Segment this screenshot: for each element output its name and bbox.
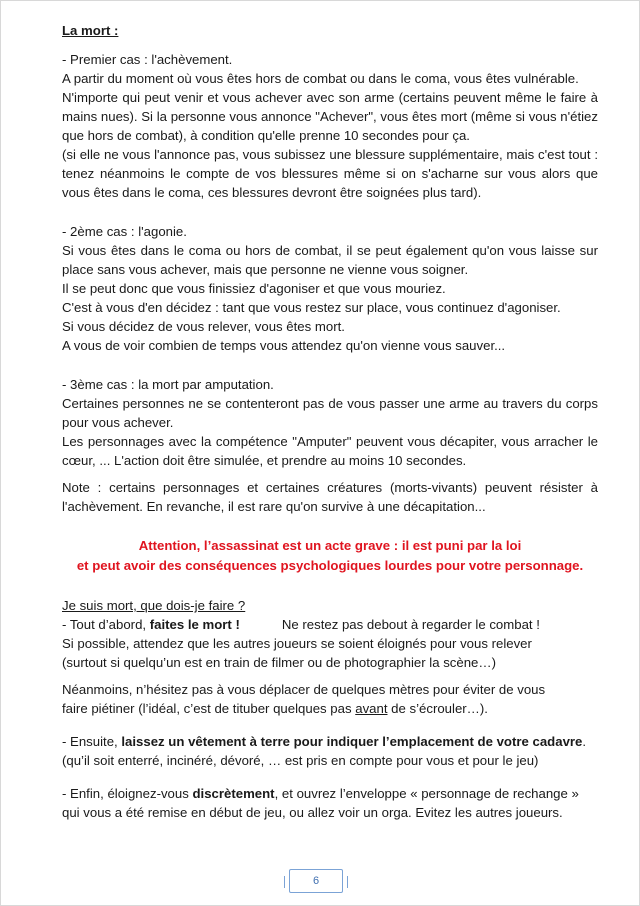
case2-line: Si vous êtes dans le coma ou hors de combat, il se peut également qu'on vous laisse sur place sans vous achever, mais que personne ne vienne vous soigner. [62, 243, 598, 277]
page-title: La mort : [62, 23, 119, 38]
section2-p1-line: Si possible, attendez que les autres joueurs se soient éloignés pour vous relever [62, 636, 532, 651]
content [62, 21, 598, 822]
case1-line: A partir du moment où vous êtes hors de combat ou dans le coma, vous êtes vulnérable. [62, 71, 579, 86]
section2-p3-line: (qu’il soit enterré, incinéré, dévoré, … est pris en compte pour vous et pour le jeu) [62, 753, 539, 768]
section2-heading: Je suis mort, que dois-je faire ? [62, 598, 246, 613]
section2-p2-line [62, 699, 598, 718]
case3-line: Les personnages avec la compétence "Amputer" peuvent vous décapiter, vous arracher le cœur, ... L'action doit être simulée, et prendre au moins 10 secondes. [62, 434, 598, 468]
warning-line: Attention, l’assassinat est un acte grave : il est puni par la loi [138, 538, 522, 553]
p3-bold: laissez un vêtement à terre pour indiquer l’emplacement de votre cadavre [121, 734, 583, 749]
case1-heading: - Premier cas : l'achèvement. [62, 52, 233, 67]
section2-p2-line: Néanmoins, n’hésitez pas à vous déplacer de quelques mètres pour éviter de vous [62, 682, 546, 697]
case3-line: Certaines personnes ne se contenteront pas de vous passer une arme au travers du corps pour vous achever. [62, 396, 598, 430]
first-prefix: - Tout d’abord, [62, 617, 150, 632]
p2-after: de s’écrouler…). [387, 701, 488, 716]
page-number: 6 [289, 869, 343, 893]
warning-line: et peut avoir des conséquences psychologiques lourdes pour votre personnage. [76, 558, 584, 573]
first-rest: Ne restez pas debout à regarder le combat ! [281, 617, 540, 632]
p4-prefix: - Enfin, éloignez-vous [62, 786, 193, 801]
case2-line: A vous de voir combien de temps vous attendez qu'on vienne vous sauver... [62, 338, 506, 353]
p2-underlined: avant [355, 701, 388, 716]
p4-bold: discrètement [192, 786, 275, 801]
p3-prefix: - Ensuite, [62, 734, 122, 749]
case3-heading: - 3ème cas : la mort par amputation. [62, 377, 274, 392]
section2-first [62, 615, 598, 634]
case2-heading: - 2ème cas : l'agonie. [62, 224, 187, 239]
section2-p4-line [62, 784, 598, 803]
case3-note: Note : certains personnages et certaines créatures (morts-vivants) peuvent résister à l'achèvement. En revanche, il est rare qu'on survive à une décapitation... [62, 480, 598, 514]
section2-p4-line: qui vous a été remise en début de jeu, ou allez voir un orga. Evitez les autres joueurs. [62, 805, 563, 820]
p4-rest: , et ouvrez l’enveloppe « personnage de rechange » [274, 786, 579, 801]
section2-p3-line [62, 732, 598, 751]
p2-before: faire piétiner (l’idéal, c’est de tituber quelques pas [62, 701, 356, 716]
case2-line: C'est à vous d'en décidez : tant que vous restez sur place, vous continuez d'agoniser. [62, 300, 561, 315]
case2-line: Il se peut donc que vous finissiez d'agoniser et que vous mouriez. [62, 281, 446, 296]
p3-suffix: . [582, 734, 587, 749]
case2-line: Si vous décidez de vous relever, vous êtes mort. [62, 319, 345, 334]
case1-line: (si elle ne vous l'annonce pas, vous subissez une blessure supplémentaire, mais c'est tout : tenez néanmoins le compte de vos blessures même si on s'acharne sur vous alors que vous êtes dans le coma, ces blessures devront être soignées plus tard). [62, 147, 598, 200]
section2-p1-line: (surtout si quelqu’un est en train de filmer ou de photographier la scène…) [62, 655, 496, 670]
first-bold: faites le mort ! [149, 617, 240, 632]
case1-line: N'importe qui peut venir et vous achever avec son arme (certains peuvent même le faire à mains nues). Si la personne vous annonce "Achever", vous êtes mort (même si vous n'étiez que hors de combat), à condition qu'elle prenne 10 secondes pour ça. [62, 90, 598, 143]
